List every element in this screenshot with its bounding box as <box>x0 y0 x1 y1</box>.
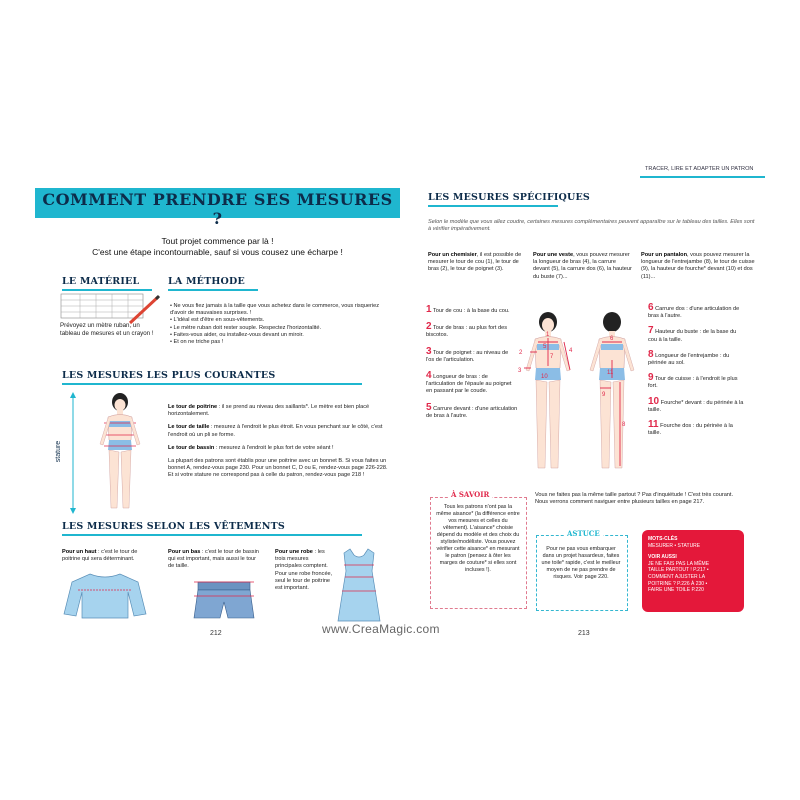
chemisier-desc: , il est possible de mesurer le tour de cou (1), le tour de bras (2), le tour de poignet (3). <box>428 252 522 273</box>
robe-desc: : les trois mesures principales comptent. Pour une robe froncée, seul le tour de poitrine est important. <box>275 549 333 592</box>
figure-number-1: 1 <box>546 332 550 338</box>
chemisier-text <box>428 252 523 274</box>
haut-term: Pour un haut <box>62 549 97 555</box>
materiel-rule <box>62 289 152 291</box>
figure-number-4: 4 <box>569 348 573 354</box>
taille-term: Le tour de taille <box>168 424 210 431</box>
courantes-rule <box>62 383 362 385</box>
figure-number-11: 11 <box>607 370 614 376</box>
voir-aussi-title: VOIR AUSSI <box>648 554 677 561</box>
figure-number-6: 6 <box>610 336 614 342</box>
not-same-size-text: Vous ne faites pas la même taille partout ? Pas d'inquiétude ! C'est très courant. Nous verrons comment naviguer entre plusieurs tailles en page 217. <box>535 492 734 506</box>
courantes-heading: LES MESURES LES PLUS COURANTES <box>62 370 276 381</box>
figure-number-9: 9 <box>602 392 606 398</box>
bas-term: Pour un bas <box>168 549 201 555</box>
body-front-figure <box>88 390 152 516</box>
courantes-text <box>168 404 394 480</box>
specifiques-heading: LES MESURES SPÉCIFIQUES <box>428 192 590 203</box>
methode-rule <box>168 289 258 291</box>
veste-term: Pour une veste <box>533 252 574 258</box>
measure-number: 7 <box>648 325 654 337</box>
measure-number: 11 <box>648 419 659 431</box>
poitrine-term: Le tour de poitrine <box>168 404 218 410</box>
measure-item <box>648 374 744 390</box>
measure-item <box>426 372 518 396</box>
pantalon-term: Pour un pantalon <box>641 252 687 258</box>
shorts-illustration <box>192 578 256 622</box>
courantes-paragraph: La plupart des patrons sont établis pour une poitrine avec un bonnet B. Si vous faites un bonnet A, rendez-vous page 230. Pour un bonnet C, D ou E, rendez-vous page 226-228. Et si votre stature ne correspond pas à celle du patron, rendez-vous page 218 ! <box>168 458 388 479</box>
figure-number-3: 3 <box>518 368 522 374</box>
measure-number: 5 <box>426 401 432 413</box>
body-front-back-figures <box>516 308 644 478</box>
measure-item <box>426 401 518 420</box>
measure-text: Fourche dos : du périnée à la taille. <box>648 423 733 437</box>
intro <box>35 236 400 258</box>
measure-number: 6 <box>648 302 654 313</box>
measure-text: Tour de cou : à la base du cou. <box>433 308 510 314</box>
stature-label: stature <box>55 440 63 463</box>
measures-left-list <box>426 306 518 428</box>
measure-item <box>648 421 744 437</box>
poitrine-item <box>168 404 394 418</box>
measure-text: Carrure devant : d'une articulation de bras à l'autre. <box>426 405 518 419</box>
pantalon-desc: , vous pouvez mesurer la longueur de l'entrejambe (8), le tour de cuisse (9), la hauteur de fourche* devant (10) et dos (11)... <box>641 252 755 280</box>
measure-item <box>426 306 518 315</box>
voir-aussi-line: POITRINE ? P.226 À 230 • <box>648 580 708 587</box>
methode-bullet: • Le mètre ruban doit rester souple. Respectez l'horizontalité. <box>170 324 322 331</box>
dress-illustration <box>336 547 382 623</box>
methode-bullet: • L'idéal est d'être en sous-vêtements. <box>170 317 265 324</box>
measure-number: 1 <box>426 304 432 315</box>
page-number-right: 213 <box>578 630 590 637</box>
stature-arrow <box>66 392 80 514</box>
measures-right-list <box>648 304 744 444</box>
measure-text: Longueur de l'entrejambe : du périnée au sol. <box>648 352 730 367</box>
measure-text: Longueur de bras : de l'articulation de l'épaule au poignet en passant par le coude. <box>426 374 512 395</box>
veste-desc: , vous pouvez mesurer la longueur de bras (4), la carrure devant (5), la carrure dos (6), la hauteur du buste (7)... <box>533 252 632 280</box>
poitrine-text: : il se prend au niveau des saillants*. Le mètre est bien placé horizontalement. <box>168 404 370 418</box>
voir-aussi-line: JE NE FAIS PAS LA MÊME <box>648 560 710 567</box>
methode-bullet: • Et on ne triche pas ! <box>170 339 224 346</box>
methode-bullet: • Faites-vous aider, ou installez-vous devant un miroir. <box>170 331 304 338</box>
measure-item <box>648 395 744 414</box>
astuce-label: ASTUCE <box>564 529 603 538</box>
chapter-rule <box>640 176 765 178</box>
keywords-line: MESURER • STATURE <box>648 542 701 549</box>
measure-text: Carrure dos : d'une articulation de bras à l'autre. <box>648 306 740 320</box>
measure-item <box>648 348 744 367</box>
vetements-rule <box>62 534 362 536</box>
chemisier-term: Pour un chemisier <box>428 252 477 258</box>
haut-text <box>62 549 152 563</box>
measure-number: 4 <box>426 370 432 382</box>
materiel-text: Prévoyez un mètre ruban, un tableau de mesures et un crayon ! <box>60 322 154 337</box>
voir-aussi-line: COMMENT AJUSTER LA <box>648 573 706 580</box>
measure-number: 3 <box>426 345 432 357</box>
measure-item <box>426 345 518 364</box>
voir-aussi-line: TAILLE PARTOUT ! P.217 • <box>648 567 709 574</box>
measure-number: 8 <box>648 348 654 360</box>
measure-text: Hauteur du buste : de la base du cou à la taille. <box>648 329 737 343</box>
page-title: COMMENT PRENDRE SES MESURES ? <box>42 190 393 228</box>
figure-number-7: 7 <box>550 354 554 360</box>
shirt-illustration <box>62 570 148 620</box>
figure-number-10: 10 <box>541 374 548 380</box>
figure-number-5: 5 <box>543 344 547 350</box>
materiel-heading: LE MATÉRIEL <box>62 276 140 287</box>
taille-item <box>168 424 394 438</box>
methode-list <box>170 303 395 346</box>
measure-item <box>648 327 744 343</box>
veste-text <box>533 252 633 281</box>
bassin-item <box>168 445 394 452</box>
watermark: www.CreaMagic.com <box>322 622 440 636</box>
pantalon-text <box>641 252 756 281</box>
measure-number: 10 <box>648 395 660 407</box>
voir-aussi-line: FAIRE UNE TOILE P.220 <box>648 587 704 594</box>
intro-line-1: Tout projet commence par là ! <box>161 236 274 246</box>
methode-bullet: • Ne vous fiez jamais à la taille que vous achetez dans le commerce, vous risqueriez d'avoir de mauvaises surprises. ! <box>170 303 380 317</box>
robe-text <box>275 549 335 592</box>
intro-line-2: C'est une étape incontournable, sauf si vous cousez une écharpe ! <box>92 247 343 257</box>
page-number-left: 212 <box>210 630 222 637</box>
chapter-header: TRACER, LIRE ET ADAPTER UN PATRON <box>645 166 754 172</box>
bas-text <box>168 549 263 571</box>
specifiques-rule <box>428 205 558 207</box>
measure-text: Tour de bras : au plus fort des biscotos. <box>426 325 508 339</box>
keywords-title: MOTS-CLÉS <box>648 536 678 542</box>
figure-number-8: 8 <box>622 422 626 428</box>
keywords-content <box>648 536 742 594</box>
bassin-term: Le tour de bassin <box>168 444 215 451</box>
savoir-label: À SAVOIR <box>448 490 492 499</box>
specifiques-intro: Selon le modèle que vous allez coudre, certaines mesures complémentaires peuvent apparaître sur le tableau des tailles. Elles sont à vérifier impérativement. <box>428 219 755 233</box>
measure-number: 2 <box>426 321 432 333</box>
robe-term: Pour une robe <box>275 549 313 555</box>
measure-number: 9 <box>648 372 654 384</box>
taille-text: : mesurez à l'endroit le plus étroit. En vous penchant sur le côté, c'est l'endroit où un pli se forme. <box>168 424 383 438</box>
haut-desc: : c'est le tour de poitrine qui sera déterminant. <box>62 549 138 563</box>
astuce-text: Pour ne pas vous embarquer dans un projet hasardeux, faites une toile* rapide, c'est le meilleur moyen de ne pas prendre de risques. Voir page 220. <box>541 546 621 580</box>
measure-text: Fourche* devant : du périnée à la taille. <box>648 399 744 413</box>
bas-desc: : c'est le tour de bassin qui est important, mais aussi le tour de taille. <box>168 549 259 570</box>
measure-text: Tour de cuisse : à l'endroit le plus fort. <box>648 376 738 390</box>
bassin-text: : mesurez à l'endroit le plus fort de votre séant ! <box>214 444 334 451</box>
savoir-text: Tous les patrons n'ont pas la même aisance* (la différence entre vos mesures et celles du vêtement). L'aisance* choisie dépend du modèle et des choix du styliste/modéliste. Vous pouvez vérifier cette aisance* en mesurant le patron (pensez à ôter les marges de couture* si elles sont incluses !). <box>436 504 520 573</box>
measure-item <box>648 304 744 320</box>
measure-item <box>426 323 518 339</box>
measure-text: Tour de poignet : au niveau de l'os de l'articulation. <box>426 349 509 363</box>
vetements-heading: LES MESURES SELON LES VÊTEMENTS <box>62 521 285 532</box>
figure-number-2: 2 <box>519 350 523 356</box>
methode-heading: LA MÉTHODE <box>168 276 245 287</box>
